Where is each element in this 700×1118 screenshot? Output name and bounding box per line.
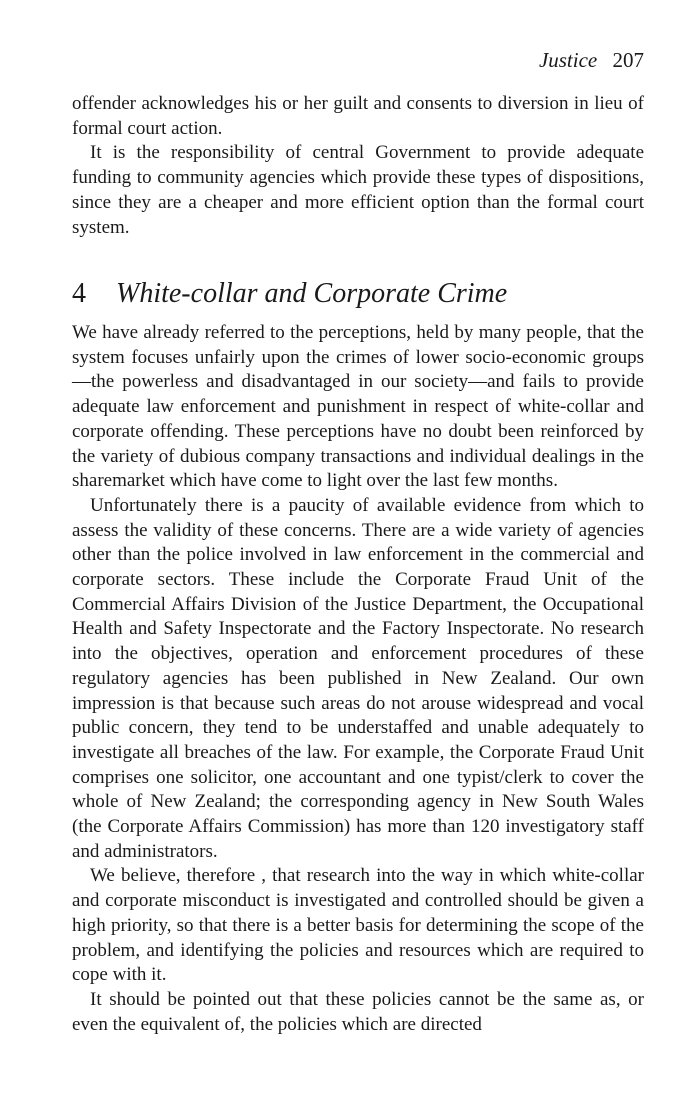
- paragraph-research: We believe, therefore , that research into the way in which white-collar and corporate misconduct is investigated and controlled should be given a high priority, so that there is a better basis for determining the scope of the problem, and identifying the policies and resources which are required to cope with it.: [72, 865, 644, 986]
- paragraph-evidence: Unfortunately there is a paucity of available evidence from which to assess the validity of these concerns. There are a wide variety of agencies other than the police involved in law enforcement in the commercial and corporate sectors. These include the Corporate Fraud Unit of the Commercial Affairs Division of the Justice Department, the Occupational Health and Safety Inspectorate and the Factory Inspectorate. No research into the objectives, operation and enforcement procedures of these regulatory agencies has been published in New Zealand. Our own impression is that because such areas do not arouse widespread and vocal public concern, they tend to be understaffed and unable adequately to investigate all breaches of the law. For example, the Corporate Fraud Unit comprises one solicitor, one accountant and one typist/clerk to cover the whole of New Zealand; the corresponding agency in New South Wales (the Corporate Affairs Commission) has more than 120 investigatory staff and administrators.: [72, 494, 644, 862]
- paragraph-perceptions: We have already referred to the perceptions, held by many people, that the system focuses unfairly upon the crimes of lower socio-economic groups —the powerless and disadvantaged in our society—and fails to provide adequate law enforcement and punishment in respect of white-collar and corporate offending. These perceptions have no doubt been reinforced by the variety of dubious company transactions and individual dealings in the sharemarket which have come to light over the last few months.: [72, 322, 644, 492]
- page-number: 207: [612, 48, 644, 72]
- section-heading: [72, 278, 507, 310]
- running-head-title: Justice: [538, 48, 598, 72]
- paragraph-funding: It is the responsibility of central Government to provide adequate funding to community agencies which provide these types of dispositions, since they are a cheaper and more efficient option than the formal court system.: [72, 142, 644, 238]
- section-text-block: [72, 321, 644, 1037]
- running-head: [539, 48, 644, 72]
- section-title: White-collar and Corporate Crime: [116, 278, 508, 309]
- top-text-block: [72, 92, 644, 240]
- continued-paragraph: offender acknowledges his or her guilt and consents to diversion in lieu of formal court action.: [72, 93, 644, 139]
- section-number: 4: [72, 278, 86, 309]
- paragraph-policies: It should be pointed out that these policies cannot be the same as, or even the equivalent of, the policies which are directed: [72, 988, 644, 1035]
